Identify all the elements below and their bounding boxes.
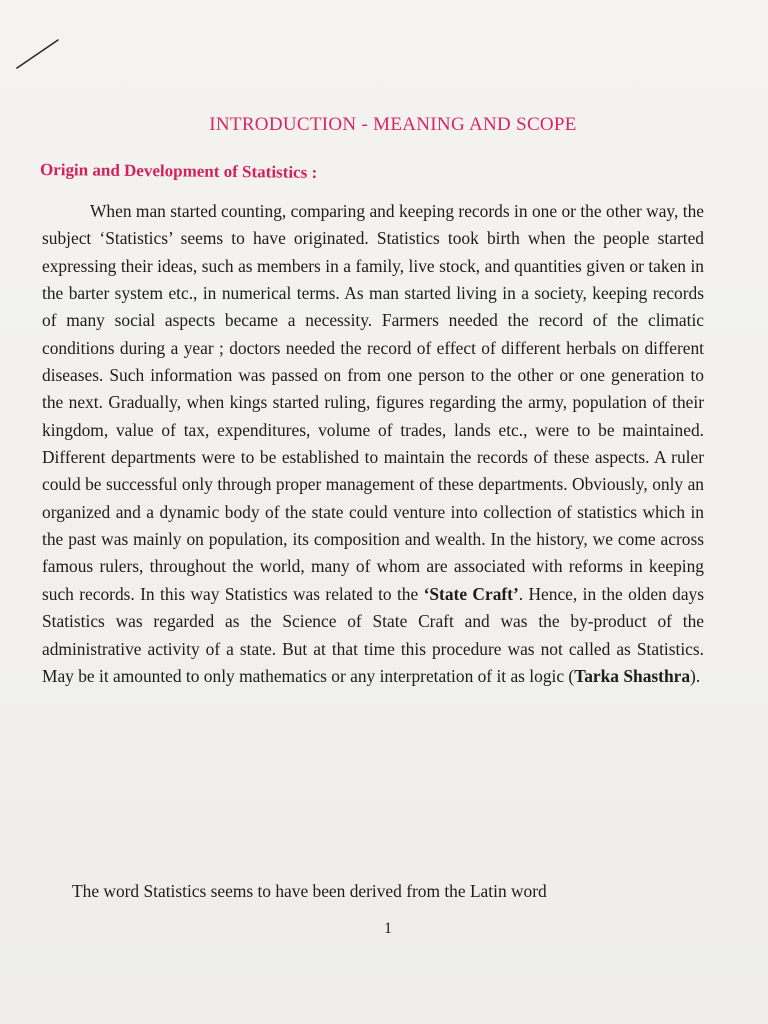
bold-term-state-craft: ‘State Craft’ [423,583,519,604]
paragraph-origin-of-statistics [42,198,704,690]
page-title: INTRODUCTION - MEANING AND SCOPE [209,114,577,135]
paragraph-word-derivation: The word Statistics seems to have been derived from the Latin word [72,881,547,901]
section-heading: Origin and Development of Statistics : [39,160,318,182]
paragraph-text: ). [690,665,701,686]
paragraph-text: . Hence, in the olden days Statistics was regarded as the Science of State Craft and was the by-product of the administrative activity of a state. But at that time this procedure was not called as Statistics. May be it amounted to only mathematics or any interpretation of it as logic ( [42,583,705,686]
paragraph-text: When man started counting, comparing and keeping records in one or the other way, the subject ‘Statistics’ seems to have originated. Statistics took birth when the people started expressing their ideas, such as members in a family, live stock, and quantities given or taken in the barter system etc., in numerical terms. As man started living in a society, keeping records of many social aspects became a necessity. Farmers needed the record of the climatic conditions during a year ; doctors needed the record of effect of different herbals on different diseases. Such information was passed on from one person to the other or one generation to the next. Gradually, when kings started ruling, figures regarding the army, population of their kingdom, value of tax, expenditures, volume of trades, lands etc., were to be maintained. Different departments were to be established to maintain the records of these aspects. A ruler could be successful only through proper management of these departments. Obviously, only an organized and a dynamic body of the state could venture into collection of statistics which in the past was mainly on population, its composition and wealth. In the history, we come across famous rulers, throughout the world, many of whom are associated with reforms in keeping such records. In this way Statistics was related to the [42,201,704,604]
page-number: 1 [384,920,392,937]
pen-stroke-mark [14,36,62,72]
bold-term-tarka-shasthra: Tarka Shasthra [574,665,691,686]
